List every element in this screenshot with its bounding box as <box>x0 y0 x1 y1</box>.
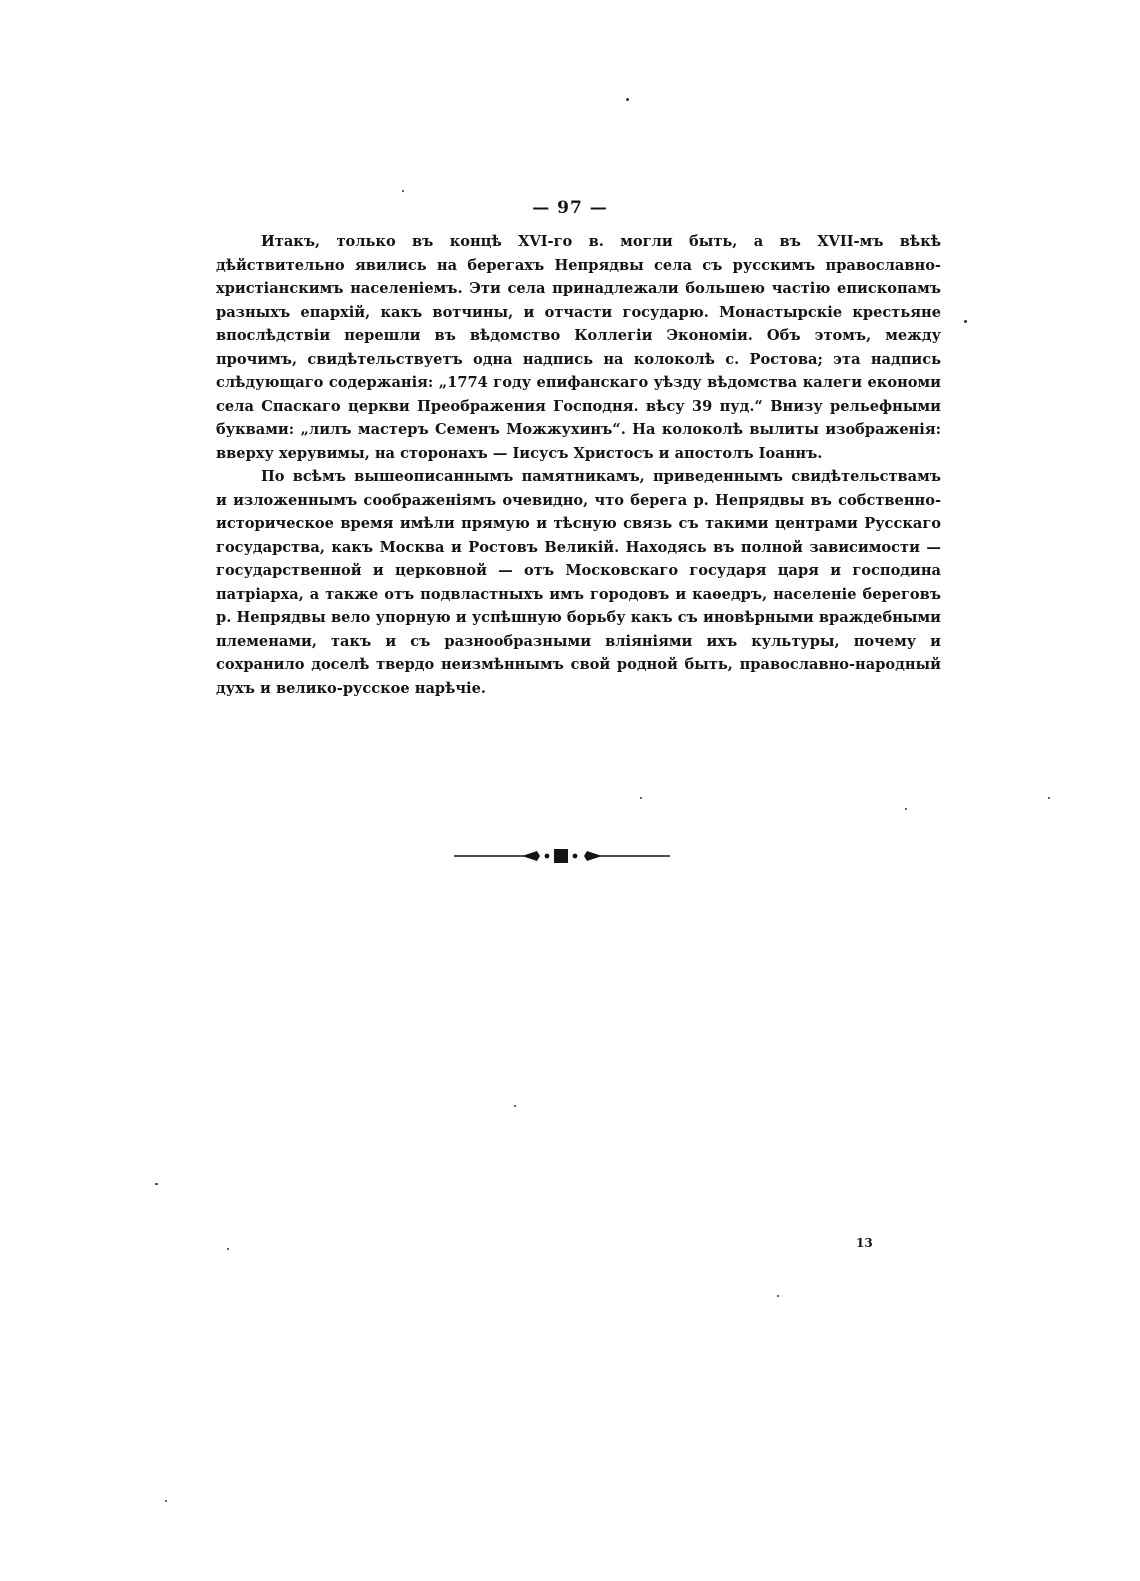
body-text <box>216 230 941 700</box>
scan-speck <box>514 1105 516 1107</box>
scan-speck <box>777 1295 779 1297</box>
scan-speck <box>1048 797 1050 799</box>
paragraph-1: Итакъ, только въ концѣ XVI-го в. могли быть, а въ XVII-мъ вѣкѣ дѣйствительно явились на берегахъ Непрядвы села съ русскимъ православно-христіанскимъ населеніемъ. Эти села принадлежали большею частію епископамъ разныхъ епархій, какъ вотчины, и отчасти государю. Монастырскіе крестьяне впослѣдствіи перешли въ вѣдомство Коллегіи Экономіи. Объ этомъ, между прочимъ, свидѣтельствуетъ одна надпись на колоколѣ с. Ростова; эта надпись слѣдующаго содержанія: „1774 году епифанскаго уѣзду вѣдомства калеги економи села Спаскаго церкви Преображения Господня. вѣсу 39 пуд.“ Внизу рельефными буквами: „лилъ мастеръ Семенъ Можжухинъ“. На колоколѣ вылиты изображенія: вверху херувимы, на сторонахъ — Іисусъ Христосъ и апостолъ Іоаннъ. <box>216 233 941 462</box>
scan-speck <box>155 1183 158 1185</box>
signature-mark: 13 <box>856 1236 873 1250</box>
scan-speck <box>165 1500 167 1502</box>
paragraph-2: По всѣмъ вышеописаннымъ памятникамъ, приведеннымъ свидѣтельствамъ и изложеннымъ соображеніямъ очевидно, что берега р. Непрядвы въ собственно-историческое время имѣли прямую и тѣсную связь съ такими центрами Русскаго государства, какъ Москва и Ростовъ Великій. Находясь въ полной зависимости — государственной и церковной — отъ Московскаго государя царя и господина патріарха, а также отъ подвластныхъ имъ городовъ и каѳедръ, населеніе береговъ р. Непрядвы вело упорную и успѣшную борьбу какъ съ иновѣрными враждебными племенами, такъ и съ разнообразными вліяніями ихъ культуры, почему и сохранило доселѣ твердо неизмѣннымъ свой родной быть, православно-народный духъ и велико-русское нарѣчіе. <box>216 468 941 697</box>
scan-speck <box>227 1248 229 1250</box>
scan-speck <box>964 320 967 323</box>
scan-speck <box>402 190 404 192</box>
scan-speck <box>905 808 907 810</box>
scan-speck <box>626 98 629 101</box>
divider-ornament-icon <box>452 845 672 867</box>
scan-speck <box>640 797 642 799</box>
page-number: — 97 — <box>532 198 608 218</box>
